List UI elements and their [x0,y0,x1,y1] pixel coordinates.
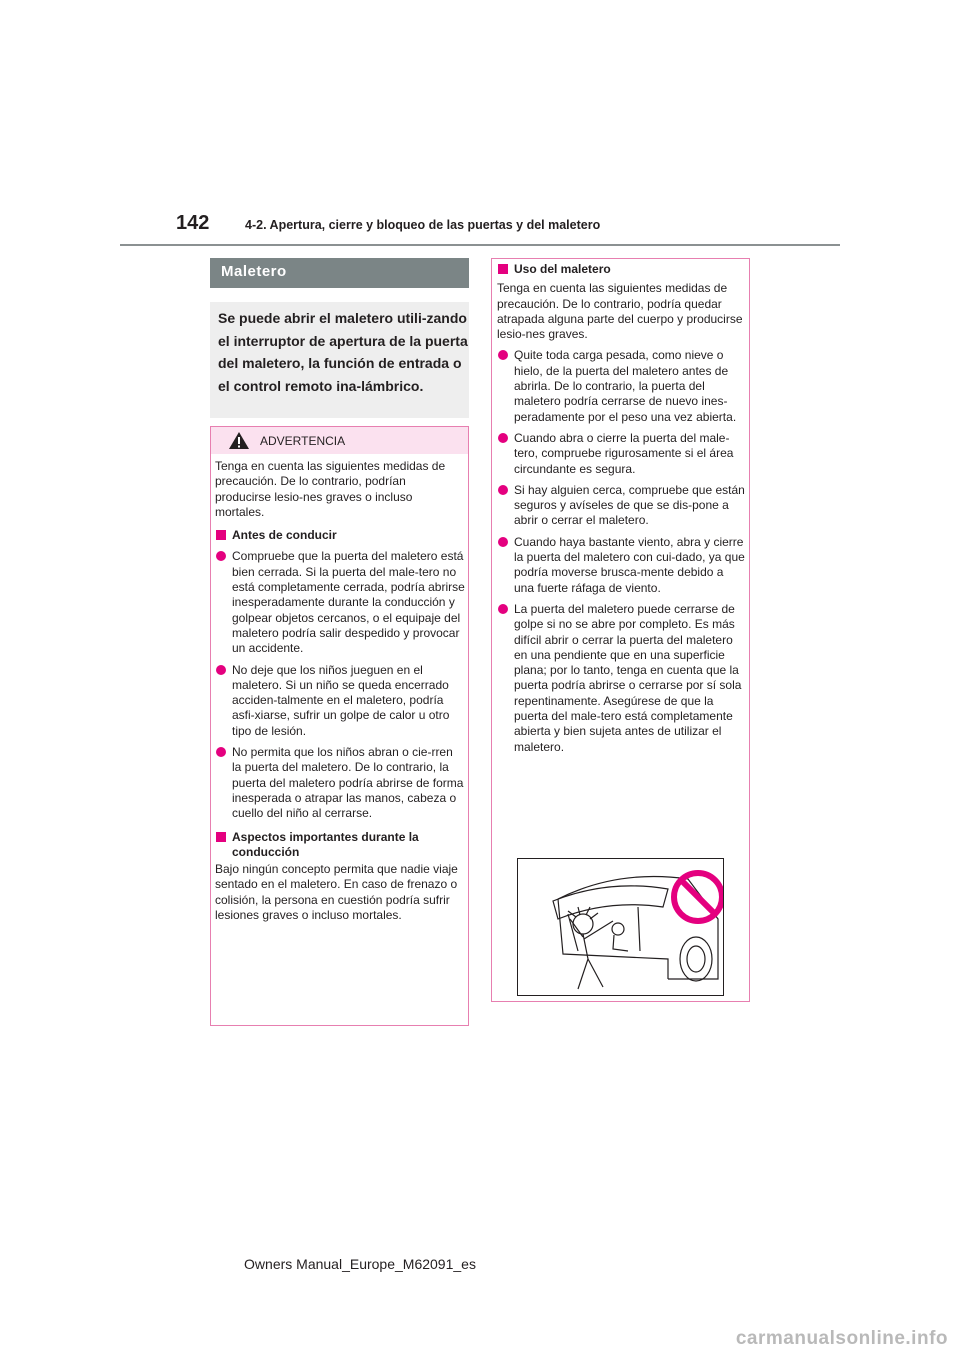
warning-right-column [497,262,745,755]
intro-text: Se puede abrir el maletero utili-zando el interruptor de apertura de la puerta del maletero, la función de entrada o el control remoto ina-lámbrico. [218,310,468,394]
list-item: Quite toda carga pesada, como nieve o hielo, de la puerta del maletero antes de abrirla. De lo contrario, la puerta del maletero podría cerrarse de nuevo ines-peradamente por el peso una vez abierta. [497,348,745,424]
warning-triangle-icon [228,431,250,450]
list-item: Cuando abra o cierre la puerta del male-tero, compruebe rigurosamente si el área circundante es segura. [497,431,745,477]
subsection-paragraph: Bajo ningún concepto permita que nadie viaje sentado en el maletero. En caso de frenazo o colisión, la persona en cuestión podría sufrir lesiones graves o incluso mortales. [215,862,458,923]
list-item: Compruebe que la puerta del maletero está bien cerrada. Si la puerta del male-tero no está completamente cerrada, podría abrirse inesperadamente durante la conducción y golpear objetos cercanos, o el equipaje del maletero podría salir despedido y provocar un accidente. [215,549,465,656]
warning-title: ADVERTENCIA [260,434,346,448]
trunk-illustration [517,858,724,996]
header-divider [120,244,840,246]
dot-bullet-icon [498,604,508,614]
trunk-illustration-drawing [518,859,723,995]
square-bullet-icon [498,264,508,274]
dot-bullet-icon [216,665,226,675]
page-footer: Owners Manual_Europe_M62091_es [244,1256,476,1272]
list-item: Si hay alguien cerca, compruebe que están seguros y avíseles de que se dis-pone a abrir o cerrar el maletero. [497,483,745,529]
square-bullet-icon [216,530,226,540]
dot-bullet-icon [498,485,508,495]
dot-bullet-icon [498,537,508,547]
subsection-heading: Aspectos importantes durante la conducción [215,830,465,861]
page-number: 142 [176,212,210,234]
chapter-header: 4-2. Apertura, cierre y bloqueo de las puertas y del maletero [245,218,601,232]
warning-intro: Tenga en cuenta las siguientes medidas de precaución. De lo contrario, podrían producirse lesio-nes graves o incluso mortales. [215,459,446,519]
list-item: La puerta del maletero puede cerrarse de golpe si no se abre por completo. Es más difícil abrir o cerrar la puerta del maletero en una pendiente que en una superficie plana; por lo tanto, tenga en cuenta que la puerta podría abrirse o cerrarse por sí sola repentinamente. Asegúrese de que la puerta del male-tero está completamente abierta y bien sujeta antes de utilizar el maletero. [497,602,745,755]
prohibited-icon [674,873,722,921]
dot-bullet-icon [498,350,508,360]
warning-left-column [215,459,465,923]
list-item: No deje que los niños jueguen en el maletero. Si un niño se queda encerrado acciden-talmente en el maletero, podría asfi-xiarse, sufrir un golpe de calor u otro tipo de lesión. [215,663,465,739]
list-item: No permita que los niños abran o cie-rren la puerta del maletero. De lo contrario, la puerta del maletero podría abrirse de forma inesperada o atrapar las manos, cabeza o cuello del niño al cerrarse. [215,745,465,821]
subsection-paragraph: Tenga en cuenta las siguientes medidas de precaución. De lo contrario, podría quedar atrapada alguna parte del cuerpo y producirse lesio-nes graves. [497,281,743,342]
subsection-heading: Uso del maletero [497,262,745,277]
list-item: Cuando haya bastante viento, abra y cierre la puerta del maletero con cui-dado, ya que podría moverse brusca-mente debido a una fuerte ráfaga de viento. [497,535,745,596]
watermark[interactable]: carmanualsonline.info [735,1328,948,1349]
dot-bullet-icon [216,551,226,561]
dot-bullet-icon [216,747,226,757]
dot-bullet-icon [498,433,508,443]
section-title: Maletero [221,263,287,280]
subsection-heading: Antes de conducir [215,528,465,543]
square-bullet-icon [216,832,226,842]
